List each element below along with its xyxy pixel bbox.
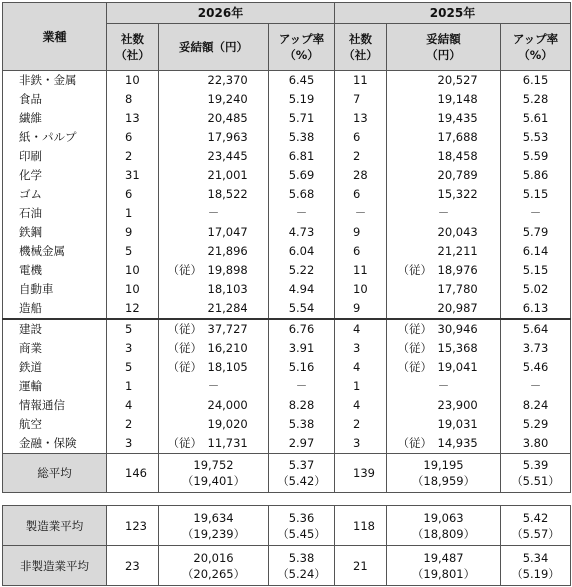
companies-2026-cell: 2: [107, 415, 159, 434]
rate-2026-cell: 5.68: [269, 185, 335, 204]
employee-basis-marker: （従）: [167, 263, 202, 277]
amount-2026-cell: [159, 339, 269, 358]
employee-basis-marker: （従）: [397, 263, 432, 277]
rate-2026-cell: 2.97: [269, 434, 335, 454]
nonmfg-amount-2025: 19,487 （19,801）: [387, 546, 501, 586]
total-average-row: [3, 454, 571, 493]
mfg-amount-2026: 19,634 （19,239）: [159, 506, 269, 546]
amount-value: 19,148: [437, 92, 478, 106]
companies-2026-cell: 2: [107, 147, 159, 166]
amount-2025-cell: [387, 415, 501, 434]
rate-2025-cell: 5.79: [501, 223, 571, 242]
total-rate-2025: 5.39 （5.51）: [501, 454, 571, 493]
year-2026-header: 2026年: [107, 3, 335, 24]
rate-2026-cell: 5.38: [269, 415, 335, 434]
amount-value: 11,731: [207, 436, 248, 450]
companies-2026-cell: 10: [107, 261, 159, 280]
employee-basis-marker: （従）: [167, 360, 202, 374]
amount-value: 19,435: [437, 111, 478, 125]
amount-2026-cell: [159, 299, 269, 319]
total-companies-2026: 146: [107, 454, 159, 493]
mfg-companies-2026: 123: [107, 506, 159, 546]
amount-2025-cell: [387, 204, 501, 223]
rate-2026-cell: 5.38: [269, 128, 335, 147]
industry-cell: 自動車: [3, 280, 107, 299]
nonmfg-companies-2025: 21: [335, 546, 387, 586]
companies-2026-cell: 31: [107, 166, 159, 185]
amount-value: 17,780: [437, 282, 478, 296]
employee-basis-marker: （従）: [397, 341, 432, 355]
amount-2026-cell: [159, 358, 269, 377]
amount-value: 19,898: [207, 263, 248, 277]
nonmfg-amount-2026: 20,016 （20,265）: [159, 546, 269, 586]
dash-value: －: [437, 206, 450, 220]
amount-2025-cell: [387, 223, 501, 242]
amount-value: 23,445: [207, 149, 248, 163]
industry-cell: 石油: [3, 204, 107, 223]
amount-2026-cell: [159, 280, 269, 299]
employee-basis-marker: （従）: [167, 341, 202, 355]
table-row: [3, 319, 571, 339]
rate-2025-cell: 5.59: [501, 147, 571, 166]
amount-2026-cell: [159, 128, 269, 147]
industry-cell: 繊維: [3, 109, 107, 128]
employee-basis-marker: （従）: [167, 436, 202, 450]
amount-value: 20,789: [437, 168, 478, 182]
total-average-label: 総平均: [3, 454, 107, 493]
amount-value: 37,727: [207, 322, 248, 336]
total-companies-2025: 139: [335, 454, 387, 493]
nonmanufacturing-rows: [3, 319, 571, 454]
companies-2025-cell: 9: [335, 299, 387, 319]
amount-2026-cell: [159, 109, 269, 128]
amount-value: 17,688: [437, 130, 478, 144]
total-amount-2025: 19,195 （18,959）: [387, 454, 501, 493]
companies-2025-cell: 3: [335, 339, 387, 358]
dash-value: －: [437, 379, 450, 393]
year-2025-header: 2025年: [335, 3, 571, 24]
amount-2026-cell: [159, 396, 269, 415]
companies-2025-cell: 4: [335, 319, 387, 339]
rate-2025-cell: 5.86: [501, 166, 571, 185]
rate-2025-cell: 5.46: [501, 358, 571, 377]
rate-2026-cell: 3.91: [269, 339, 335, 358]
industry-cell: 鉄道: [3, 358, 107, 377]
amount-2025-cell: [387, 109, 501, 128]
amount-2026-cell: [159, 204, 269, 223]
rate-2026-cell: 4.73: [269, 223, 335, 242]
wage-table-wrapper: [2, 2, 570, 586]
employee-basis-marker: （従）: [397, 360, 432, 374]
mfg-rate-2025: 5.42 （5.57）: [501, 506, 571, 546]
amount-value: 20,485: [207, 111, 248, 125]
table-row: [3, 396, 571, 415]
companies-2026-cell: 6: [107, 185, 159, 204]
companies-2026-cell: 1: [107, 204, 159, 223]
amount-2025-cell: [387, 339, 501, 358]
rate-2025-cell: 6.13: [501, 299, 571, 319]
amount-2025-cell: [387, 396, 501, 415]
amount-2025-cell: [387, 319, 501, 339]
nonmfg-average-label: 非製造業平均: [3, 546, 107, 586]
amount-value: 19,041: [437, 360, 478, 374]
industry-cell: 運輸: [3, 377, 107, 396]
companies-2025-cell: 3: [335, 434, 387, 454]
industry-cell: 鉄鋼: [3, 223, 107, 242]
amount-2025-cell: [387, 166, 501, 185]
companies-2026-cell: 6: [107, 128, 159, 147]
companies-2026-cell: 10: [107, 71, 159, 91]
companies-2026-cell: 3: [107, 339, 159, 358]
industry-cell: 商業: [3, 339, 107, 358]
amount-value: 17,963: [207, 130, 248, 144]
table-row: [3, 377, 571, 396]
amount-2026-cell: [159, 319, 269, 339]
companies-2025-cell: 9: [335, 223, 387, 242]
rate-2026-cell: 5.16: [269, 358, 335, 377]
industry-cell: 情報通信: [3, 396, 107, 415]
companies-2025-cell: 10: [335, 280, 387, 299]
sector-average-table: [2, 505, 571, 586]
amount-2026-cell: [159, 261, 269, 280]
industry-cell: 紙・パルプ: [3, 128, 107, 147]
rate-2026-cell: 5.71: [269, 109, 335, 128]
amount-value: 18,103: [207, 282, 248, 296]
companies-2025-cell: 4: [335, 358, 387, 377]
amount-header-2026: 妥結額（円）: [159, 24, 269, 71]
companies-2026-cell: 1: [107, 377, 159, 396]
industry-cell: 電機: [3, 261, 107, 280]
table-row: [3, 185, 571, 204]
table-row: [3, 415, 571, 434]
amount-2026-cell: [159, 223, 269, 242]
amount-2026-cell: [159, 415, 269, 434]
amount-value: 20,043: [437, 225, 478, 239]
companies-2026-cell: 9: [107, 223, 159, 242]
amount-value: 18,105: [207, 360, 248, 374]
industry-header: 業種: [3, 3, 107, 71]
industry-cell: 印刷: [3, 147, 107, 166]
nonmanufacturing-average-row: [3, 546, 571, 586]
companies-header-2026: 社数 （社）: [107, 24, 159, 71]
companies-2025-cell: 11: [335, 71, 387, 91]
amount-2026-cell: [159, 434, 269, 454]
rate-2025-cell: 5.53: [501, 128, 571, 147]
industry-cell: 化学: [3, 166, 107, 185]
amount-value: 17,047: [207, 225, 248, 239]
table-row: [3, 299, 571, 319]
industry-cell: 建設: [3, 319, 107, 339]
amount-2026-cell: [159, 90, 269, 109]
companies-2025-cell: 11: [335, 261, 387, 280]
amount-2025-cell: [387, 242, 501, 261]
rate-2025-cell: 3.73: [501, 339, 571, 358]
amount-value: 19,240: [207, 92, 248, 106]
rate-header-2025: アップ率 （%）: [501, 24, 571, 71]
amount-value: 19,020: [207, 417, 248, 431]
amount-header-2025: 妥結額 （円）: [387, 24, 501, 71]
amount-2026-cell: [159, 377, 269, 396]
companies-2025-cell: 2: [335, 415, 387, 434]
rate-header-2026: アップ率 （%）: [269, 24, 335, 71]
rate-2026-cell: 8.28: [269, 396, 335, 415]
rate-2026-cell: －: [269, 377, 335, 396]
amount-value: 21,896: [207, 244, 248, 258]
dash-value: －: [207, 206, 220, 220]
rate-2025-cell: 8.24: [501, 396, 571, 415]
table-row: [3, 147, 571, 166]
amount-2025-cell: [387, 90, 501, 109]
amount-2025-cell: [387, 299, 501, 319]
amount-value: 21,284: [207, 301, 248, 315]
total-rate-2026: 5.37 （5.42）: [269, 454, 335, 493]
rate-2025-cell: 6.14: [501, 242, 571, 261]
rate-2025-cell: 5.15: [501, 261, 571, 280]
table-row: [3, 261, 571, 280]
total-amount-2026: 19,752 （19,401）: [159, 454, 269, 493]
companies-2026-cell: 5: [107, 358, 159, 377]
table-row: [3, 90, 571, 109]
companies-2026-cell: 4: [107, 396, 159, 415]
amount-2026-cell: [159, 242, 269, 261]
amount-value: 30,946: [437, 322, 478, 336]
amount-value: 18,522: [207, 187, 248, 201]
amount-2025-cell: [387, 434, 501, 454]
amount-value: 22,370: [207, 73, 248, 87]
manufacturing-average-row: [3, 506, 571, 546]
nonmfg-rate-2026: 5.38 （5.24）: [269, 546, 335, 586]
amount-value: 24,000: [207, 398, 248, 412]
amount-2025-cell: [387, 261, 501, 280]
companies-2025-cell: 6: [335, 128, 387, 147]
companies-2026-cell: 5: [107, 319, 159, 339]
companies-2026-cell: 3: [107, 434, 159, 454]
amount-2025-cell: [387, 128, 501, 147]
industry-cell: 航空: [3, 415, 107, 434]
rate-2026-cell: 5.69: [269, 166, 335, 185]
amount-2025-cell: [387, 71, 501, 91]
mfg-companies-2025: 118: [335, 506, 387, 546]
companies-2025-cell: 28: [335, 166, 387, 185]
employee-basis-marker: （従）: [167, 322, 202, 336]
table-gap: [2, 493, 570, 505]
amount-2026-cell: [159, 185, 269, 204]
amount-value: 20,527: [437, 73, 478, 87]
industry-cell: 金融・保険: [3, 434, 107, 454]
amount-value: 20,987: [437, 301, 478, 315]
companies-2025-cell: 4: [335, 396, 387, 415]
rate-2025-cell: 5.02: [501, 280, 571, 299]
rate-2025-cell: 5.28: [501, 90, 571, 109]
amount-2026-cell: [159, 166, 269, 185]
amount-2026-cell: [159, 147, 269, 166]
amount-value: 21,211: [437, 244, 478, 258]
industry-cell: 機械金属: [3, 242, 107, 261]
amount-2025-cell: [387, 377, 501, 396]
amount-value: 18,976: [437, 263, 478, 277]
amount-2026-cell: [159, 71, 269, 91]
companies-2025-cell: 7: [335, 90, 387, 109]
rate-2025-cell: 5.15: [501, 185, 571, 204]
amount-value: 21,001: [207, 168, 248, 182]
table-row: [3, 358, 571, 377]
table-row: [3, 280, 571, 299]
nonmfg-companies-2026: 23: [107, 546, 159, 586]
table-row: [3, 71, 571, 91]
rate-2026-cell: 6.81: [269, 147, 335, 166]
companies-2025-cell: 6: [335, 185, 387, 204]
amount-value: 19,031: [437, 417, 478, 431]
amount-value: 16,210: [207, 341, 248, 355]
amount-value: 15,322: [437, 187, 478, 201]
table-row: [3, 128, 571, 147]
rate-2025-cell: －: [501, 204, 571, 223]
rate-2026-cell: 6.45: [269, 71, 335, 91]
rate-2026-cell: 5.19: [269, 90, 335, 109]
industry-cell: 食品: [3, 90, 107, 109]
rate-2025-cell: 5.61: [501, 109, 571, 128]
table-row: [3, 339, 571, 358]
dash-value: －: [207, 379, 220, 393]
companies-2026-cell: 8: [107, 90, 159, 109]
companies-2025-cell: －: [335, 204, 387, 223]
rate-2026-cell: 5.54: [269, 299, 335, 319]
table-row: [3, 109, 571, 128]
rate-2026-cell: 5.22: [269, 261, 335, 280]
manufacturing-rows: [3, 71, 571, 320]
rate-2025-cell: 5.29: [501, 415, 571, 434]
table-row: [3, 242, 571, 261]
mfg-amount-2025: 19,063 （18,809）: [387, 506, 501, 546]
rate-2026-cell: 4.94: [269, 280, 335, 299]
employee-basis-marker: （従）: [397, 322, 432, 336]
mfg-average-label: 製造業平均: [3, 506, 107, 546]
wage-settlement-table: [2, 2, 571, 493]
companies-2025-cell: 13: [335, 109, 387, 128]
rate-2026-cell: －: [269, 204, 335, 223]
table-row: [3, 434, 571, 454]
rate-2025-cell: 6.15: [501, 71, 571, 91]
nonmfg-rate-2025: 5.34 （5.19）: [501, 546, 571, 586]
companies-header-2025: 社数 （社）: [335, 24, 387, 71]
table-row: [3, 223, 571, 242]
amount-value: 15,368: [437, 341, 478, 355]
amount-2025-cell: [387, 358, 501, 377]
companies-2026-cell: 13: [107, 109, 159, 128]
rate-2025-cell: 3.80: [501, 434, 571, 454]
amount-value: 18,458: [437, 149, 478, 163]
companies-2026-cell: 10: [107, 280, 159, 299]
companies-2026-cell: 5: [107, 242, 159, 261]
employee-basis-marker: （従）: [397, 436, 432, 450]
amount-2025-cell: [387, 280, 501, 299]
industry-cell: 造船: [3, 299, 107, 319]
amount-value: 14,935: [437, 436, 478, 450]
companies-2025-cell: 1: [335, 377, 387, 396]
rate-2026-cell: 6.76: [269, 319, 335, 339]
table-row: [3, 204, 571, 223]
header-row-years: [3, 3, 571, 24]
mfg-rate-2026: 5.36 （5.45）: [269, 506, 335, 546]
rate-2026-cell: 6.04: [269, 242, 335, 261]
amount-2025-cell: [387, 185, 501, 204]
industry-cell: ゴム: [3, 185, 107, 204]
rate-2025-cell: －: [501, 377, 571, 396]
industry-cell: 非鉄・金属: [3, 71, 107, 91]
amount-value: 23,900: [437, 398, 478, 412]
table-row: [3, 166, 571, 185]
companies-2026-cell: 12: [107, 299, 159, 319]
companies-2025-cell: 2: [335, 147, 387, 166]
companies-2025-cell: 6: [335, 242, 387, 261]
amount-2025-cell: [387, 147, 501, 166]
rate-2025-cell: 5.64: [501, 319, 571, 339]
